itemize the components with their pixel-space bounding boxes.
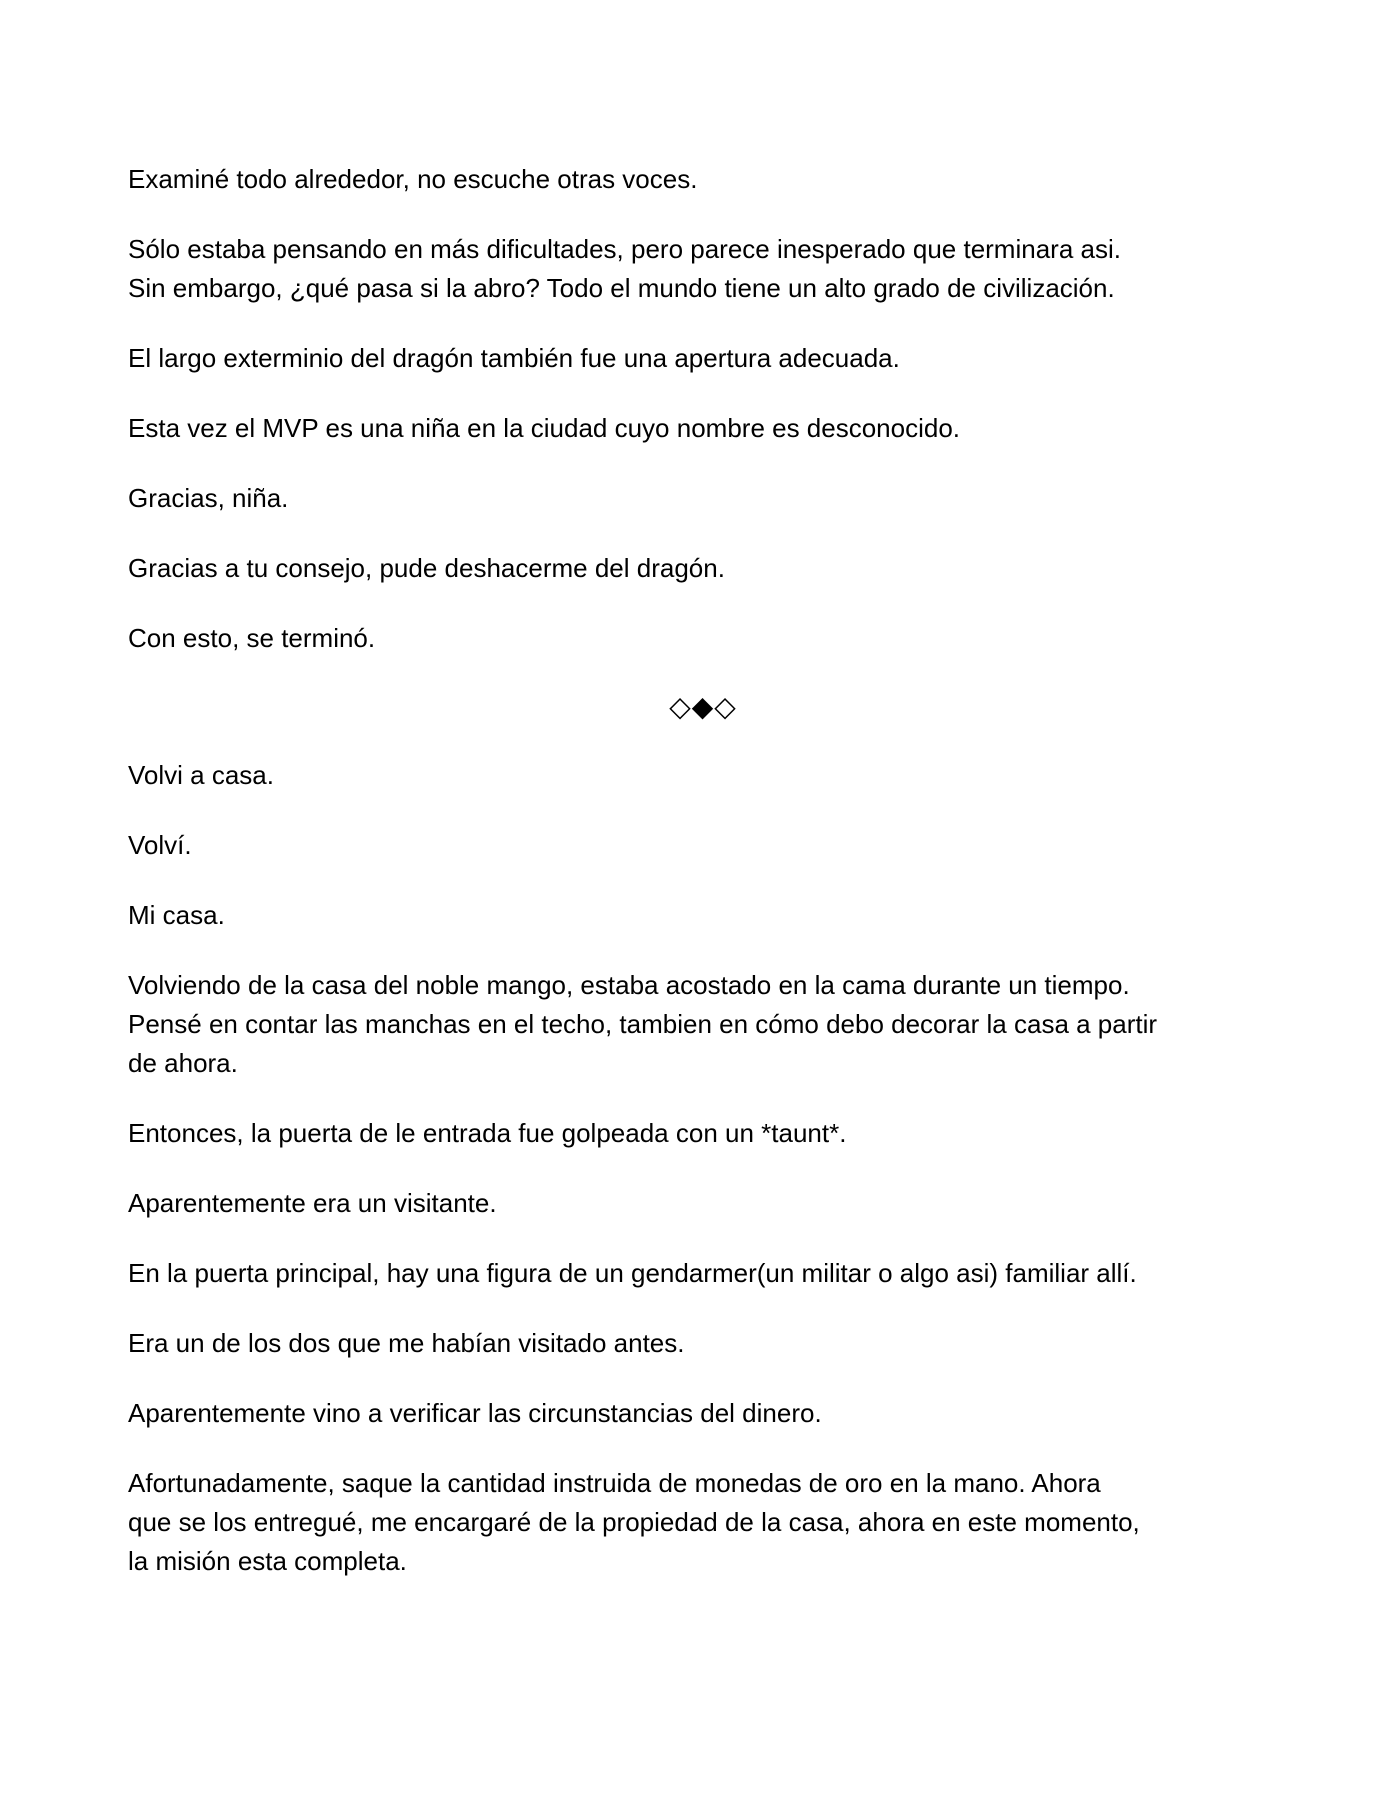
paragraph <box>128 1324 1278 1363</box>
paragraph <box>128 230 1278 308</box>
paragraph <box>128 1464 1278 1581</box>
paragraph-line: Entonces, la puerta de le entrada fue golpeada con un *taunt*. <box>128 1118 847 1148</box>
paragraph-line: Sin embargo, ¿qué pasa si la abro? Todo el mundo tiene un alto grado de civilización. <box>128 273 1115 303</box>
paragraph <box>128 549 1278 588</box>
paragraph-line: En la puerta principal, hay una figura de un gendarmer(un militar o algo asi) familiar allí. <box>128 1258 1137 1288</box>
paragraph-line: Volviendo de la casa del noble mango, estaba acostado en la cama durante un tiempo. <box>128 970 1130 1000</box>
paragraph <box>128 756 1278 795</box>
paragraph-line: Volvi a casa. <box>128 760 274 790</box>
text-section-after-separator <box>128 756 1278 1581</box>
paragraph-line: Gracias a tu consejo, pude deshacerme del dragón. <box>128 553 725 583</box>
paragraph <box>128 966 1278 1083</box>
paragraph-line: Gracias, niña. <box>128 483 289 513</box>
paragraph <box>128 479 1278 518</box>
paragraph-line: Aparentemente vino a verificar las circunstancias del dinero. <box>128 1398 822 1428</box>
paragraph <box>128 826 1278 865</box>
paragraph <box>128 160 1278 199</box>
paragraph-line: Esta vez el MVP es una niña en la ciudad cuyo nombre es desconocido. <box>128 413 961 443</box>
paragraph <box>128 896 1278 935</box>
paragraph-line: de ahora. <box>128 1048 238 1078</box>
paragraph-line: Afortunadamente, saque la cantidad instruida de monedas de oro en la mano. Ahora <box>128 1468 1101 1498</box>
paragraph-line: Mi casa. <box>128 900 225 930</box>
paragraph-line: que se los entregué, me encargaré de la propiedad de la casa, ahora en este momento, <box>128 1507 1140 1537</box>
paragraph-line: la misión esta completa. <box>128 1546 407 1576</box>
paragraph-line: El largo exterminio del dragón también fue una apertura adecuada. <box>128 343 900 373</box>
paragraph <box>128 1254 1278 1293</box>
text-section-before-separator <box>128 160 1278 658</box>
paragraph <box>128 1184 1278 1223</box>
paragraph-line: Volví. <box>128 830 192 860</box>
paragraph-line: Aparentemente era un visitante. <box>128 1188 497 1218</box>
paragraph-line: Pensé en contar las manchas en el techo, tambien en cómo debo decorar la casa a partir <box>128 1009 1158 1039</box>
paragraph-line: Examiné todo alrededor, no escuche otras voces. <box>128 164 698 194</box>
paragraph <box>128 409 1278 448</box>
paragraph-line: Con esto, se terminó. <box>128 623 376 653</box>
paragraph <box>128 1114 1278 1153</box>
section-separator-diamonds: ◇◆◇ <box>669 690 737 723</box>
paragraph <box>128 339 1278 378</box>
paragraph <box>128 1394 1278 1433</box>
paragraph-line: Era un de los dos que me habían visitado antes. <box>128 1328 685 1358</box>
document-body <box>128 160 1278 1612</box>
paragraph <box>128 619 1278 658</box>
paragraph-line: Sólo estaba pensando en más dificultades, pero parece inesperado que terminara asi. <box>128 234 1121 264</box>
